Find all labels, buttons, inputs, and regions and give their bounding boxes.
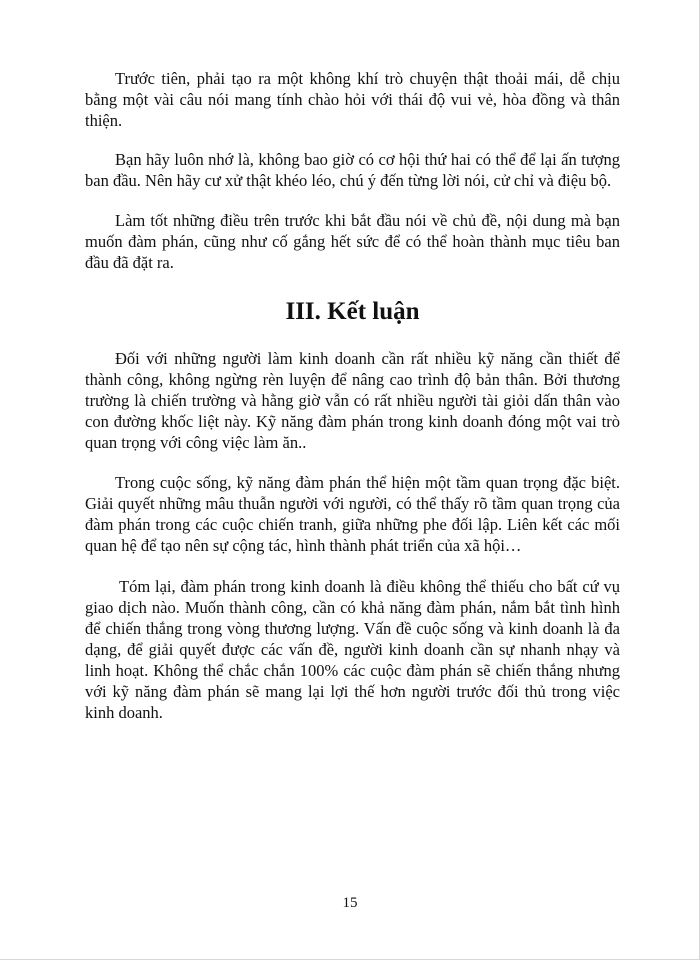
paragraph-greeting: Trước tiên, phải tạo ra một không khí trò chuyện thật thoải mái, dễ chịu bằng một vài câu nói mang tính chào hỏi với thái độ vui vẻ, hòa đồng và thân thiện. (85, 69, 620, 130)
paragraph-summary: Tóm lại, đàm phán trong kinh doanh là điều không thể thiếu cho bất cứ vụ giao dịch nào. Muốn thành công, cần có khả năng đàm phán, nắm bắt tình hình để chiến thắng trong vòng thương lượng. Vấn đề cuộc sống và kinh doanh là đa dạng, để giải quyết được các vấn đề, người kinh doanh cần sự nhanh nhạy và linh hoạt. Không thể chắc chắn 100% các cuộc đàm phán sẽ chiến thắng nhưng với kỹ năng đàm phán sẽ mang lại lợi thế hơn người trước đối thủ trong việc kinh doanh. (85, 577, 620, 722)
section-heading: III. Kết luận (285, 298, 420, 325)
page-number: 15 (342, 895, 358, 911)
paragraph-first-impression: Bạn hãy luôn nhớ là, không bao giờ có cơ hội thứ hai có thể để lại ấn tượng ban đầu. Nên hãy cư xử thật khéo léo, chú ý đến từng lời nói, cử chỉ và điệu bộ. (85, 150, 620, 190)
page-content (85, 68, 620, 723)
paragraph-business-skills: Đối với những người làm kinh doanh cần rất nhiều kỹ năng cần thiết để thành công, không ngừng rèn luyện để nâng cao trình độ bản thân. Bởi thương trường là chiến trường và hằng giờ vẫn có rất nhiều người tài giỏi dấn thân vào con đường khốc liệt này. Kỹ năng đàm phán trong kinh doanh đóng một vai trò quan trọng với công việc làm ăn.. (85, 349, 620, 452)
paragraph-life-importance: Trong cuộc sống, kỹ năng đàm phán thể hiện một tầm quan trọng đặc biệt. Giải quyết những mâu thuẫn người với người, có thể thấy rõ tầm quan trọng của đàm phán trong các cuộc chiến tranh, giữa những phe đối lập. Liên kết các mối quan hệ để tạo nên sự cộng tác, hình thành phát triển của xã hội… (85, 473, 620, 555)
paragraph-before-negotiation: Làm tốt những điều trên trước khi bắt đầu nói về chủ đề, nội dung mà bạn muốn đàm phán, cũng như cố gắng hết sức để có thể hoàn thành mục tiêu ban đầu đã đặt ra. (85, 211, 620, 272)
